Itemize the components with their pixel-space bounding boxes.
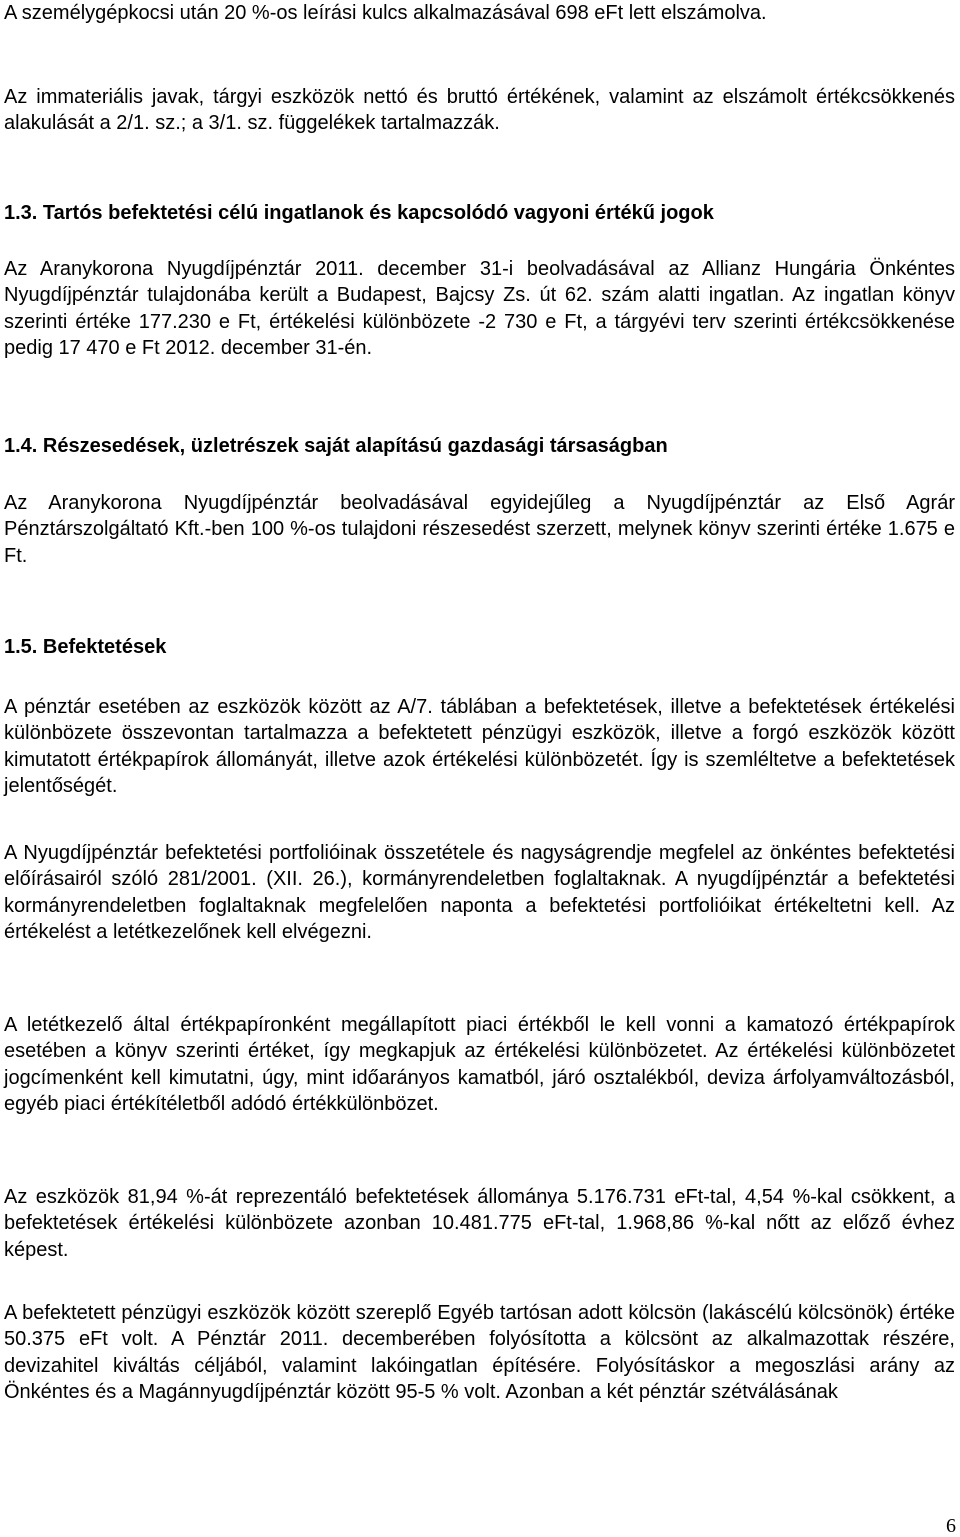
paragraph-vehicle-depreciation: A személygépkocsi után 20 %-os leírási kulcs alkalmazásával 698 eFt lett elszámolva. (4, 2, 767, 24)
heading-1-5: 1.5. Befektetések (4, 636, 167, 658)
heading-1-3: 1.3. Tartós befektetési célú ingatlanok és kapcsolódó vagyoni értékű jogok (4, 202, 714, 224)
paragraph-real-estate: Az Aranykorona Nyugdíjpénztár 2011. december 31-i beolvadásával az Allianz Hungária Önkéntes Nyugdíjpénztár tulajdonába került a Budapest, Bajcsy Zs. út 62. szám alatti ingatlan. Az ingatlan könyv szerinti értéke 177.230 e Ft, értékelési különbözete -2 730 e Ft, a tárgyévi terv szerinti értékcsökkenése pedig 17 470 e Ft 2012. december 31-én. (4, 258, 955, 360)
heading-1-4: 1.4. Részesedések, üzletrészek saját alapítású gazdasági társaságban (4, 435, 668, 457)
page-number: 6 (946, 1515, 956, 1537)
paragraph-intangible-assets: Az immateriális javak, tárgyi eszközök nettó és bruttó értékének, valamint az elszámolt értékcsökkenés alakulását a 2/1. sz.; a 3/1. sz. függelékek tartalmazzák. (4, 86, 955, 135)
paragraph-housing-loans: A befektetett pénzügyi eszközök között szereplő Egyéb tartósan adott kölcsön (lakáscélú kölcsönök) értéke 50.375 eFt volt. A Pénztár 2011. decemberében folyósította a kölcsönt az alkalmazottak részére, devizahitel kiváltás céljából, valamint lakóingatlan építésére. Folyósításkor a megoszlási arány az Önkéntes és a Magánnyugdíjpénztár között 95-5 % volt. Azonban a két pénztár szétválásának (4, 1302, 955, 1404)
paragraph-asset-changes: Az eszközök 81,94 %-át reprezentáló befektetések állománya 5.176.731 eFt-tal, 4,54 %-kal csökkent, a befektetések értékelési különbözete azonban 10.481.775 eFt-tal, 1.968,86 %-kal nőtt az előző évhez képest. (4, 1186, 955, 1261)
paragraph-portfolio-composition: A Nyugdíjpénztár befektetési portfolióinak összetétele és nagyságrendje megfelel az önkéntes befektetési előírásairól szóló 281/2001. (XII. 26.), kormányrendeletben foglaltaknak. A nyugdíjpénztár a befektetési kormányrendeletben foglaltaknak megfelelően naponta a befektetési portfolióikat értékeltetni kell. Az értékelést a letétkezelőnek kell elvégezni. (4, 842, 955, 944)
paragraph-investments-overview: A pénztár esetében az eszközök között az A/7. táblában a befektetések, illetve a befektetések értékelési különbözete összevontan tartalmazza a befektetett pénzügyi eszközök, illetve a forgó eszközök között kimutatott értékpapírok állományát, illetve azok értékelési különbözetét. Így is szemléltetve a befektetések jelentőségét. (4, 696, 955, 798)
paragraph-valuation-difference: A letétkezelő által értékpapíronként megállapított piaci értékből le kell vonni a kamatozó értékpapírok esetében a könyv szerinti értéket, így megkapjuk az értékelési különbözetet. Az értékelési különbözetet jogcímenként kell kimutatni, úgy, mint időarányos kamatból, járó osztalékból, deviza árfolyamváltozásból, egyéb piaci értékítéletből adódó értékkülönbözet. (4, 1014, 955, 1116)
paragraph-shareholdings: Az Aranykorona Nyugdíjpénztár beolvadásával egyidejűleg a Nyugdíjpénztár az Első Agrár Pénztárszolgáltató Kft.-ben 100 %-os tulajdoni részesedést szerzett, melynek könyv szerinti értéke 1.675 e Ft. (4, 492, 955, 567)
